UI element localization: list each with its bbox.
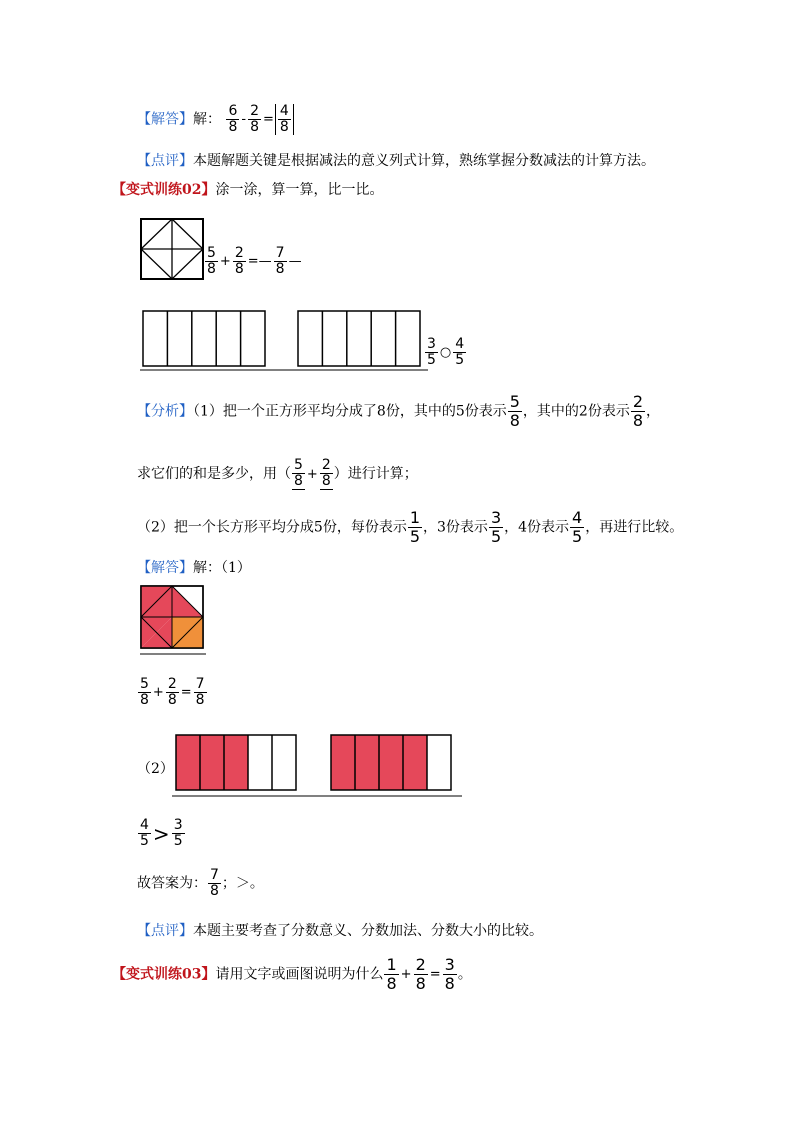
fraction: $\frac{5}{8}$ xyxy=(509,392,520,430)
answer-line-1: 【解答】解： $\frac{6}{8}$ - $\frac{2}{8}$ = $\frac{4}{8}$ xyxy=(137,104,294,135)
comment-tag: 【点评】 xyxy=(137,923,193,939)
answer-text: 解：（1） xyxy=(193,560,251,576)
variant-03-heading: 【变式训练03】请用文字或画图说明为什么 $\frac{1}{8}$ + $\frac{2}{8}$ = $\frac{3}{8}$ 。 xyxy=(112,955,472,993)
analysis-text: （1）把一个正方形平均分成了8份，其中的5份表示 xyxy=(193,403,507,420)
fraction: $\frac{7}{8}$ xyxy=(210,867,219,899)
fraction: $\frac{3}{8}$ xyxy=(444,955,455,993)
fraction: $\frac{2}{8}$ xyxy=(250,103,259,135)
analysis-text: ，4份表示 xyxy=(504,519,570,536)
answer-sum: $\frac{5}{8}$ + $\frac{2}{8}$ = $\frac{7}{8}$ xyxy=(140,676,205,708)
fraction: $\frac{4}{5}$ xyxy=(140,817,149,849)
fraction: $\frac{5}{8}$ xyxy=(140,676,149,708)
comment-tag: 【点评】 xyxy=(137,153,193,169)
analysis-text: 求它们的和是多少，用（ xyxy=(137,466,291,482)
analysis-text: ，3份表示 xyxy=(423,519,488,536)
fraction: $\frac{1}{8}$ xyxy=(386,955,397,993)
final-prefix: 故答案为： xyxy=(137,875,207,892)
analysis-text: ，其中的2份表示 xyxy=(522,403,630,420)
analysis-line-3 xyxy=(137,509,683,546)
variant-tag: 【变式训练03】 xyxy=(112,966,216,983)
comment-text: 本题解题关键是根据减法的意义列式计算，熟练掌握分数减法的计算方法。 xyxy=(193,153,655,169)
analysis-line-1 xyxy=(137,393,660,430)
analysis-tag: 【分析】 xyxy=(137,403,193,420)
rectangles-question xyxy=(140,310,430,372)
fraction: $\frac{4}{5}$ xyxy=(572,508,583,546)
fraction: $\frac{1}{5}$ xyxy=(409,508,421,546)
analysis-text: （2）把一个长方形平均分成5份，每份表示 xyxy=(137,519,407,536)
variant-question: 请用文字或画图说明为什么 xyxy=(215,966,384,983)
fraction: $\frac{6}{8}$ xyxy=(228,103,238,135)
compare-circle: ○ xyxy=(439,345,452,360)
analysis-text: ，再进行比较。 xyxy=(585,519,684,536)
fraction: $\frac{4}{8}$ xyxy=(279,103,289,135)
analysis-text: ， xyxy=(646,403,661,420)
answer-compare xyxy=(137,818,186,849)
comment-line-1 xyxy=(137,150,655,170)
rectangles-answer xyxy=(172,733,462,799)
answer-line-2 xyxy=(137,557,251,577)
question-compare xyxy=(424,337,467,368)
fraction: $\frac{3}{5}$ xyxy=(173,817,183,849)
fraction: $\frac{3}{5}$ xyxy=(427,336,436,368)
final-answer xyxy=(137,868,264,899)
variant-tag: 【变式训练02】 xyxy=(112,182,216,198)
analysis-line-2: 求它们的和是多少，用（ $\frac{5}{8}$ + $\frac{2}{8}$ ）进行计算； xyxy=(137,457,418,489)
greater-than: > xyxy=(152,821,170,846)
part2-label: （2） xyxy=(137,761,174,777)
answer-tag: 【解答】 xyxy=(137,111,193,128)
fraction: $\frac{4}{5}$ xyxy=(455,336,465,368)
fraction: $\frac{2}{8}$ xyxy=(234,245,244,277)
comment-line-2 xyxy=(137,920,543,940)
answer-tag: 【解答】 xyxy=(137,560,193,576)
question-sum: $\frac{5}{8}$ + $\frac{2}{8}$ =— $\frac{7}{8}$ — xyxy=(207,245,302,277)
fraction: $\frac{7}{8}$ xyxy=(195,676,205,708)
fraction: $\frac{3}{5}$ xyxy=(490,508,502,546)
fraction: $\frac{2}{8}$ xyxy=(167,676,177,708)
variant-tail: 。 xyxy=(457,966,472,983)
fraction: $\frac{7}{8}$ xyxy=(275,245,285,277)
analysis-text: ）进行计算； xyxy=(333,466,418,482)
square-diagram-answer xyxy=(140,585,206,657)
fraction: $\frac{2}{8}$ xyxy=(415,955,426,993)
fraction: $\frac{5}{8}$ xyxy=(207,245,216,277)
answer-prefix: 解： xyxy=(193,111,221,128)
variant-02-heading xyxy=(112,179,383,199)
final-suffix: ；＞。 xyxy=(221,875,264,892)
variant-question: 涂一涂，算一算，比一比。 xyxy=(215,182,384,198)
fraction: $\frac{5}{8}$ xyxy=(294,457,303,489)
comment-text: 本题主要考查了分数意义、分数加法、分数大小的比较。 xyxy=(193,923,543,939)
square-diagram-question xyxy=(140,218,204,280)
fraction: $\frac{2}{8}$ xyxy=(321,457,331,489)
fraction: $\frac{2}{8}$ xyxy=(632,392,644,430)
